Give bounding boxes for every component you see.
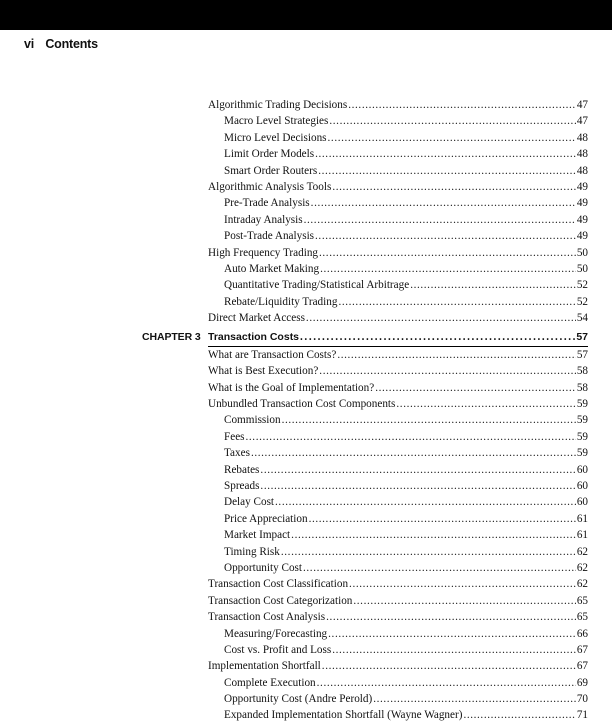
toc-entry[interactable] <box>0 544 612 560</box>
toc-entry-title: Rebate/Liquidity Trading <box>224 295 338 308</box>
header-title: Contents <box>45 37 98 51</box>
toc-entry-row <box>224 146 588 162</box>
toc-entry-title: Unbundled Transaction Cost Components <box>208 398 396 411</box>
toc-entry-title: High Frequency Trading <box>208 246 319 259</box>
toc-entry-row <box>224 691 588 707</box>
toc-entry-row <box>224 277 588 293</box>
toc-entry-row <box>208 593 588 609</box>
leader-dots <box>311 195 576 211</box>
toc-entry-row <box>224 462 588 478</box>
toc-entry-title: What is the Goal of Implementation? <box>208 381 375 394</box>
toc-entry[interactable] <box>0 347 612 363</box>
toc-entry-row <box>208 396 588 412</box>
toc-section-before <box>0 97 612 326</box>
leader-dots <box>260 462 575 478</box>
toc-entry-page: 49 <box>576 213 588 226</box>
toc-entry-row <box>224 429 588 445</box>
toc-entry-page: 52 <box>576 295 588 308</box>
toc-entry[interactable] <box>0 412 612 428</box>
toc-entry[interactable] <box>0 380 612 396</box>
toc-entry-title: Micro Level Decisions <box>224 131 327 144</box>
toc-entry[interactable] <box>0 97 612 113</box>
toc-entry-page: 52 <box>576 279 588 292</box>
toc-entry[interactable] <box>0 658 612 674</box>
toc-entry-page: 59 <box>576 398 588 411</box>
toc-entry-title: Opportunity Cost <box>224 561 303 574</box>
toc-entry-row <box>224 560 588 576</box>
leader-dots <box>329 113 575 129</box>
toc-entry-title: Pre-Trade Analysis <box>224 197 310 210</box>
toc-entry-row <box>208 609 588 625</box>
toc-entry-title: What are Transaction Costs? <box>208 348 337 361</box>
toc-entry[interactable] <box>0 163 612 179</box>
toc-entry[interactable] <box>0 445 612 461</box>
toc-entry[interactable] <box>0 212 612 228</box>
leader-dots <box>260 478 575 494</box>
toc-entry[interactable] <box>0 626 612 642</box>
toc-entry-title: Measuring/Forecasting <box>224 627 328 640</box>
leader-dots <box>315 146 576 162</box>
toc-entry-row <box>208 245 588 261</box>
toc-entry-page: 67 <box>576 660 588 673</box>
toc-entry-title: Smart Order Routers <box>224 164 318 177</box>
toc-entry[interactable] <box>0 146 612 162</box>
toc-entry-page: 57 <box>576 348 588 361</box>
toc-entry-page: 61 <box>576 512 588 525</box>
leader-dots <box>304 212 576 228</box>
chapter-heading[interactable] <box>0 329 612 345</box>
leader-dots <box>246 429 576 445</box>
leader-dots <box>332 642 576 658</box>
toc-entry-row <box>208 380 588 396</box>
toc-entry-row <box>224 212 588 228</box>
toc-entry-row <box>224 478 588 494</box>
toc-entry-title: Opportunity Cost (Andre Perold) <box>224 693 373 706</box>
leader-dots <box>281 544 576 560</box>
toc-entry-page: 59 <box>576 414 588 427</box>
toc-entry-row <box>224 527 588 543</box>
toc-entry-page: 69 <box>576 676 588 689</box>
toc-entry[interactable] <box>0 195 612 211</box>
toc-entry[interactable] <box>0 310 612 326</box>
toc-entry-title: Implementation Shortfall <box>208 660 321 673</box>
toc-entry-row <box>208 347 588 363</box>
toc-entry[interactable] <box>0 511 612 527</box>
toc-entry-row <box>224 261 588 277</box>
leader-dots <box>326 609 576 625</box>
leader-dots <box>349 576 576 592</box>
toc-entry-title: Intraday Analysis <box>224 213 303 226</box>
toc-entry-page: 62 <box>576 561 588 574</box>
running-header <box>24 37 98 51</box>
leader-dots <box>320 261 576 277</box>
toc-entry-page: 49 <box>576 180 588 193</box>
toc-entry[interactable] <box>0 675 612 691</box>
toc-entry-page: 50 <box>576 246 588 259</box>
toc-entry-page: 54 <box>576 312 588 325</box>
toc-entry-title: Commission <box>224 414 281 427</box>
leader-dots <box>353 593 575 609</box>
toc-entry-title: Quantitative Trading/Statistical Arbitrage <box>224 279 410 292</box>
toc-entry-row <box>224 294 588 310</box>
toc-entry[interactable] <box>0 609 612 625</box>
leader-dots <box>318 163 576 179</box>
toc-entry-row <box>208 179 588 195</box>
toc-entry-page: 66 <box>576 627 588 640</box>
leader-dots <box>275 494 576 510</box>
toc-entry[interactable] <box>0 245 612 261</box>
chapter-label: CHAPTER 3 <box>142 331 201 344</box>
leader-dots <box>309 511 576 527</box>
toc-entry-page: 47 <box>576 115 588 128</box>
toc-entry[interactable] <box>0 277 612 293</box>
toc-entry[interactable] <box>0 462 612 478</box>
toc-entry-page: 60 <box>576 496 588 509</box>
leader-dots <box>373 691 576 707</box>
toc-entry-row <box>224 412 588 428</box>
toc-entry-row <box>224 163 588 179</box>
toc-entry[interactable] <box>0 707 612 723</box>
leader-dots <box>375 380 576 396</box>
toc-entry-title: Direct Market Access <box>208 312 305 325</box>
toc-section-after <box>0 347 612 724</box>
toc-entry-page: 59 <box>576 430 588 443</box>
toc-entry-page: 62 <box>576 545 588 558</box>
toc-entry-row <box>208 363 588 379</box>
chapter-page: 57 <box>576 331 588 344</box>
toc-entry-page: 49 <box>576 197 588 210</box>
toc-entry-title: Algorithmic Trading Decisions <box>208 99 348 111</box>
toc-entry-row <box>224 626 588 642</box>
toc-entry[interactable] <box>0 478 612 494</box>
toc-entry-title: Cost vs. Profit and Loss <box>224 643 332 656</box>
top-black-bar <box>0 0 612 30</box>
toc-entry-title: Market Impact <box>224 529 291 542</box>
toc-entry-title: Taxes <box>224 447 250 460</box>
toc-entry-page: 60 <box>576 479 588 492</box>
leader-dots <box>303 560 576 576</box>
leader-dots <box>315 228 576 244</box>
leader-dots <box>396 396 575 412</box>
toc-entry-title: Transaction Cost Analysis <box>208 611 326 624</box>
toc-entry-page: 48 <box>576 164 588 177</box>
chapter-entry <box>208 329 588 346</box>
toc-entry-title: Transaction Cost Categorization <box>208 594 353 607</box>
toc-entry-page: 67 <box>576 643 588 656</box>
leader-dots <box>282 412 576 428</box>
leader-dots <box>332 179 575 195</box>
toc-entry-title: Algorithmic Analysis Tools <box>208 180 332 193</box>
toc-entry-row <box>208 658 588 674</box>
leader-dots <box>319 363 576 379</box>
toc-entry-page: 59 <box>576 447 588 460</box>
toc-entry-page: 48 <box>576 131 588 144</box>
leader-dots <box>463 707 575 723</box>
toc-entry-title: Post-Trade Analysis <box>224 230 315 243</box>
toc-entry[interactable] <box>0 113 612 129</box>
leader-dots <box>410 277 576 293</box>
toc-entry-page: 58 <box>576 365 588 378</box>
toc-entry-page: 60 <box>576 463 588 476</box>
toc-entry-title: Transaction Cost Classification <box>208 578 349 591</box>
toc-entry[interactable] <box>0 560 612 576</box>
toc-entry[interactable] <box>0 642 612 658</box>
toc-entry-title: Price Appreciation <box>224 512 308 525</box>
leader-dots <box>319 245 576 261</box>
toc-entry-page: 65 <box>576 611 588 624</box>
toc-entry-page: 70 <box>576 693 588 706</box>
toc-entry-title: Expanded Implementation Shortfall (Wayne Wagner) <box>224 709 463 722</box>
leader-dots <box>317 675 576 691</box>
toc-entry[interactable] <box>0 294 612 310</box>
toc-entry-title: Complete Execution <box>224 676 316 689</box>
toc-entry-row <box>224 130 588 146</box>
toc-entry-row <box>224 707 588 723</box>
toc-entry[interactable] <box>0 363 612 379</box>
toc-entry-page: 62 <box>576 578 588 591</box>
table-of-contents <box>0 97 612 724</box>
leader-dots <box>251 445 576 461</box>
leader-dots <box>306 310 576 326</box>
chapter-title: Transaction Costs <box>208 331 300 344</box>
toc-entry[interactable] <box>0 261 612 277</box>
toc-entry-title: Delay Cost <box>224 496 275 509</box>
toc-entry-row <box>224 494 588 510</box>
leader-dots <box>322 658 576 674</box>
toc-entry-title: What is Best Execution? <box>208 365 319 378</box>
toc-entry-row <box>224 445 588 461</box>
leader-dots <box>338 294 575 310</box>
toc-entry-row <box>224 642 588 658</box>
toc-entry-row <box>208 97 588 113</box>
toc-entry[interactable] <box>0 130 612 146</box>
toc-entry-row <box>224 228 588 244</box>
toc-entry-title: Rebates <box>224 463 260 476</box>
toc-entry[interactable] <box>0 228 612 244</box>
toc-entry-page: 47 <box>576 99 588 111</box>
toc-entry-row <box>208 576 588 592</box>
toc-entry-title: Limit Order Models <box>224 148 315 161</box>
toc-entry-page: 48 <box>576 148 588 161</box>
toc-entry-row <box>208 310 588 326</box>
toc-entry[interactable] <box>0 179 612 195</box>
page-number: vi <box>24 37 35 51</box>
toc-entry-row <box>224 113 588 129</box>
chapter-leader-dots <box>300 329 575 345</box>
toc-entry[interactable] <box>0 396 612 412</box>
toc-entry-row <box>224 675 588 691</box>
toc-entry[interactable] <box>0 527 612 543</box>
toc-entry-page: 49 <box>576 230 588 243</box>
toc-entry-row <box>224 195 588 211</box>
toc-entry-page: 50 <box>576 262 588 275</box>
toc-entry-title: Macro Level Strategies <box>224 115 329 128</box>
toc-entry-page: 58 <box>576 381 588 394</box>
toc-entry-page: 65 <box>576 594 588 607</box>
toc-entry[interactable] <box>0 576 612 592</box>
toc-entry-title: Spreads <box>224 479 260 492</box>
toc-entry[interactable] <box>0 691 612 707</box>
toc-entry[interactable] <box>0 593 612 609</box>
toc-entry-title: Auto Market Making <box>224 262 320 275</box>
toc-entry[interactable] <box>0 494 612 510</box>
toc-entry[interactable] <box>0 429 612 445</box>
toc-entry-row <box>224 511 588 527</box>
toc-entry-page: 61 <box>576 529 588 542</box>
leader-dots <box>291 527 576 543</box>
leader-dots <box>348 97 576 113</box>
toc-entry-title: Timing Risk <box>224 545 280 558</box>
toc-entry-title: Fees <box>224 430 245 443</box>
leader-dots <box>328 130 576 146</box>
leader-dots <box>337 347 575 363</box>
leader-dots <box>328 626 576 642</box>
toc-entry-row <box>224 544 588 560</box>
toc-entry-page: 71 <box>576 709 588 722</box>
